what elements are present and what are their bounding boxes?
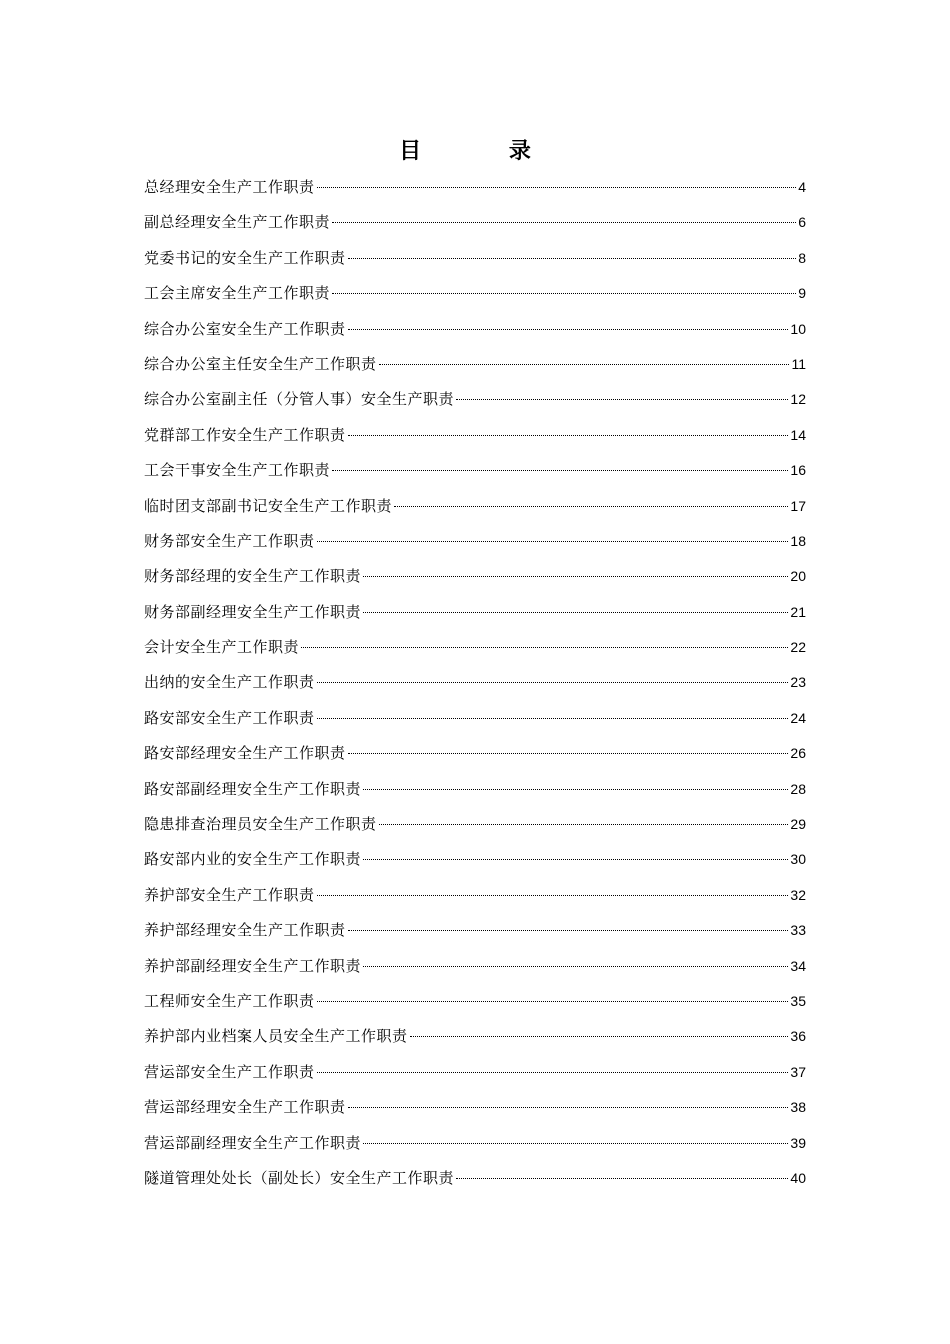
toc-dot-leader — [301, 647, 788, 648]
toc-dot-leader — [317, 1072, 789, 1073]
toc-entry[interactable] — [144, 630, 806, 665]
toc-entry-text: 财务部安全生产工作职责 — [144, 531, 315, 550]
toc-page-number: 20 — [790, 568, 806, 585]
toc-page-number: 34 — [790, 957, 806, 974]
toc-entry[interactable] — [144, 489, 806, 524]
toc-entry[interactable] — [144, 772, 806, 807]
toc-dot-leader — [456, 1178, 788, 1179]
toc-entry-text: 养护部经理安全生产工作职责 — [144, 921, 346, 940]
toc-entry-text: 综合办公室主任安全生产工作职责 — [144, 354, 377, 373]
toc-entry-text: 隧道管理处处长（副处长）安全生产工作职责 — [144, 1168, 455, 1187]
toc-page-number: 9 — [798, 285, 806, 302]
toc-dot-leader — [456, 399, 788, 400]
toc-entry[interactable] — [144, 701, 806, 736]
toc-page-number: 17 — [790, 497, 806, 514]
toc-entry[interactable] — [144, 312, 806, 347]
toc-page-number: 40 — [790, 1169, 806, 1186]
toc-entry[interactable] — [144, 1161, 806, 1196]
toc-title: 目 录 — [399, 138, 571, 164]
toc-entry[interactable] — [144, 170, 806, 205]
toc-entry[interactable] — [144, 418, 806, 453]
toc-dot-leader — [348, 258, 797, 259]
toc-page-number: 33 — [790, 922, 806, 939]
toc-entry-text: 路安部经理安全生产工作职责 — [144, 744, 346, 763]
toc-page-number: 8 — [798, 249, 806, 266]
toc-entry-text: 养护部内业档案人员安全生产工作职责 — [144, 1027, 408, 1046]
toc-entry-text: 党群部工作安全生产工作职责 — [144, 425, 346, 444]
toc-entry-text: 养护部副经理安全生产工作职责 — [144, 956, 362, 975]
toc-page-number: 14 — [790, 426, 806, 443]
toc-entry[interactable] — [144, 453, 806, 488]
toc-page-number: 10 — [790, 320, 806, 337]
toc-entry[interactable] — [144, 1090, 806, 1125]
toc-page-number: 21 — [790, 603, 806, 620]
toc-dot-leader — [317, 541, 789, 542]
toc-dot-leader — [317, 895, 789, 896]
toc-dot-leader — [332, 293, 796, 294]
toc-entry[interactable] — [144, 736, 806, 771]
toc-entry[interactable] — [144, 276, 806, 311]
toc-dot-leader — [394, 506, 788, 507]
toc-entry-text: 路安部安全生产工作职责 — [144, 708, 315, 727]
toc-entry-text: 工会主席安全生产工作职责 — [144, 284, 331, 303]
toc-entry-text: 养护部安全生产工作职责 — [144, 885, 315, 904]
toc-dot-leader — [348, 435, 789, 436]
toc-page-number: 12 — [790, 391, 806, 408]
toc-page-number: 36 — [790, 1028, 806, 1045]
toc-dot-leader — [348, 1107, 789, 1108]
toc-entry-text: 出纳的安全生产工作职责 — [144, 673, 315, 692]
toc-page-number: 26 — [790, 745, 806, 762]
toc-entry[interactable] — [144, 1055, 806, 1090]
toc-entry-text: 财务部经理的安全生产工作职责 — [144, 567, 362, 586]
toc-dot-leader — [363, 966, 788, 967]
toc-entry[interactable] — [144, 347, 806, 382]
toc-entry[interactable] — [144, 878, 806, 913]
toc-page-number: 4 — [798, 179, 806, 195]
toc-entry-text: 财务部副经理安全生产工作职责 — [144, 602, 362, 621]
toc-entry[interactable] — [144, 524, 806, 559]
toc-entry[interactable] — [144, 842, 806, 877]
toc-dot-leader — [379, 824, 789, 825]
toc-entry-text: 营运部副经理安全生产工作职责 — [144, 1133, 362, 1152]
toc-entry-text: 营运部安全生产工作职责 — [144, 1062, 315, 1081]
toc-entry[interactable] — [144, 559, 806, 594]
toc-page-number: 24 — [790, 709, 806, 726]
toc-list — [144, 170, 806, 1196]
toc-dot-leader — [332, 222, 796, 223]
toc-dot-leader — [410, 1036, 789, 1037]
toc-entry[interactable] — [144, 949, 806, 984]
toc-page-number: 22 — [790, 639, 806, 656]
toc-page-number: 38 — [790, 1099, 806, 1116]
toc-dot-leader — [348, 753, 789, 754]
toc-entry-text: 总经理安全生产工作职责 — [144, 178, 315, 196]
toc-entry[interactable] — [144, 913, 806, 948]
toc-entry-text: 工会干事安全生产工作职责 — [144, 461, 331, 480]
toc-dot-leader — [317, 187, 797, 188]
toc-dot-leader — [348, 930, 789, 931]
toc-page-number: 11 — [791, 355, 806, 372]
toc-entry[interactable] — [144, 1019, 806, 1054]
toc-dot-leader — [317, 682, 789, 683]
toc-entry-text: 副总经理安全生产工作职责 — [144, 213, 331, 232]
toc-entry-text: 路安部内业的安全生产工作职责 — [144, 850, 362, 869]
toc-entry-text: 隐患排查治理员安全生产工作职责 — [144, 815, 377, 834]
toc-page-number: 32 — [790, 886, 806, 903]
toc-entry-text: 党委书记的安全生产工作职责 — [144, 248, 346, 267]
toc-entry[interactable] — [144, 984, 806, 1019]
toc-entry-text: 临时团支部副书记安全生产工作职责 — [144, 496, 393, 515]
toc-entry-text: 会计安全生产工作职责 — [144, 638, 300, 657]
toc-dot-leader — [363, 576, 788, 577]
toc-entry-text: 工程师安全生产工作职责 — [144, 991, 315, 1010]
toc-entry[interactable] — [144, 382, 806, 417]
toc-dot-leader — [363, 859, 788, 860]
toc-entry-text: 综合办公室安全生产工作职责 — [144, 319, 346, 338]
toc-page-number: 28 — [790, 780, 806, 797]
toc-entry-text: 营运部经理安全生产工作职责 — [144, 1098, 346, 1117]
toc-page-number: 30 — [790, 851, 806, 868]
toc-dot-leader — [317, 718, 789, 719]
toc-page-number: 29 — [790, 816, 806, 833]
toc-dot-leader — [363, 612, 788, 613]
toc-page-number: 6 — [798, 214, 806, 231]
toc-entry[interactable] — [144, 205, 806, 240]
toc-page-number: 37 — [790, 1063, 806, 1080]
toc-dot-leader — [363, 1143, 788, 1144]
toc-entry[interactable] — [144, 595, 806, 630]
toc-dot-leader — [379, 364, 790, 365]
toc-page-number: 18 — [790, 532, 806, 549]
toc-page-number: 35 — [790, 992, 806, 1009]
toc-entry-text: 综合办公室副主任（分管人事）安全生产职责 — [144, 390, 455, 409]
toc-dot-leader — [348, 329, 789, 330]
toc-page-number: 16 — [790, 462, 806, 479]
toc-dot-leader — [332, 470, 788, 471]
toc-dot-leader — [317, 1001, 789, 1002]
toc-entry[interactable] — [144, 1126, 806, 1161]
toc-entry[interactable] — [144, 665, 806, 700]
toc-page-number: 39 — [790, 1134, 806, 1151]
toc-entry[interactable] — [144, 241, 806, 276]
toc-dot-leader — [363, 789, 788, 790]
toc-page-number: 23 — [790, 674, 806, 691]
toc-entry[interactable] — [144, 807, 806, 842]
toc-entry-text: 路安部副经理安全生产工作职责 — [144, 779, 362, 798]
